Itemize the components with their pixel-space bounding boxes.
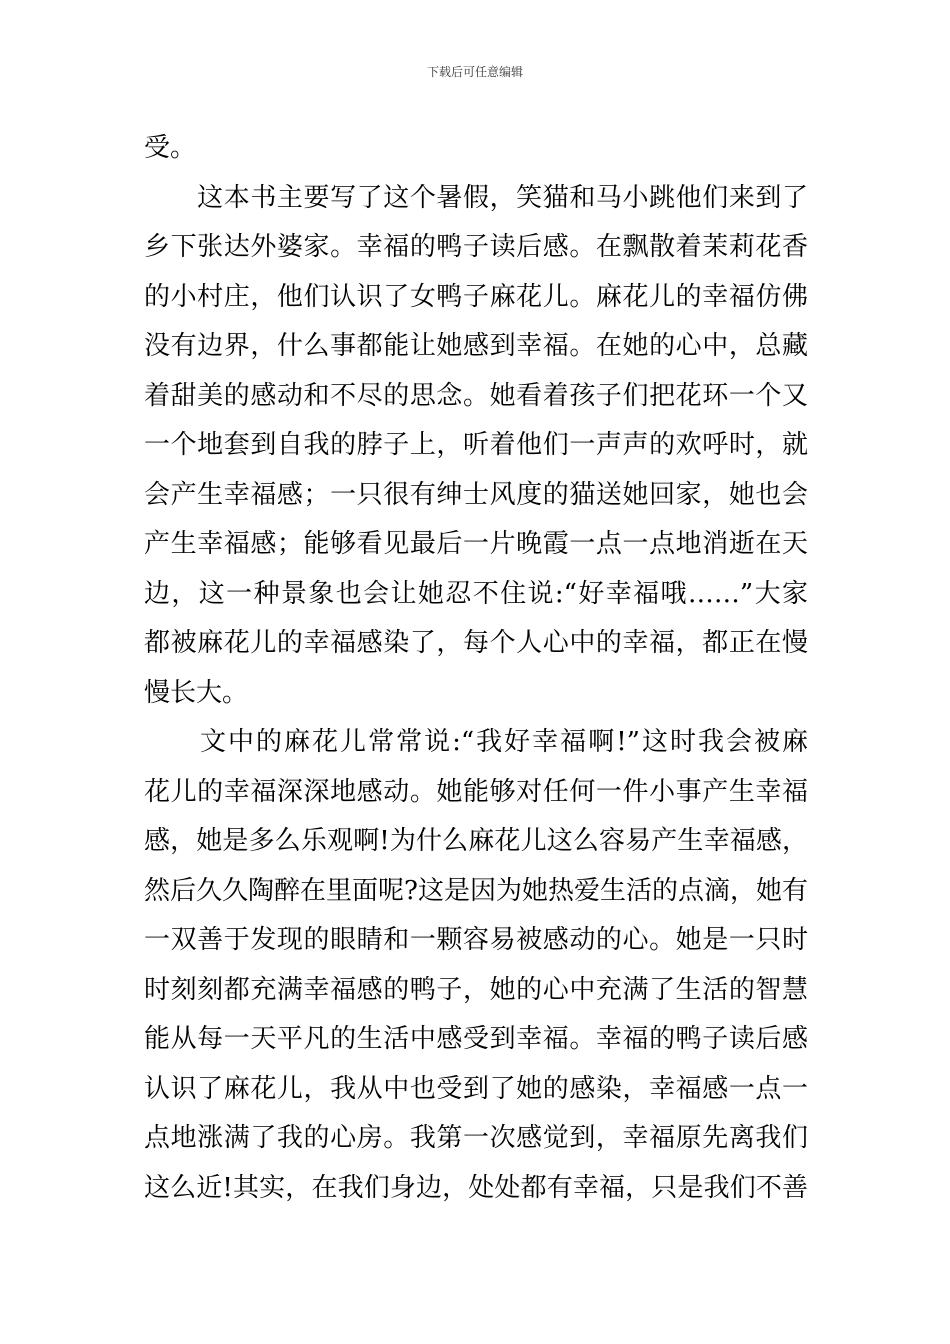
text-line: 能从每一天平凡的生活中感受到幸福。幸福的鸭子读后感 [144,1024,808,1054]
text-line: 受。 [144,133,197,163]
text-line: 然后久久陶醉在里面呢?这是因为她热爱生活的点滴，她有 [144,875,808,906]
text-line: 文中的麻花儿常常说:“我好幸福啊!”这时我会被麻 [144,727,808,757]
text-line: 这么近!其实，在我们身边，处处都有幸福，只是我们不善 [144,1172,808,1203]
text-line: 会产生幸福感；一只很有绅士风度的猫送她回家，她也会 [144,479,808,510]
text-line: 一双善于发现的眼睛和一颗容易被感动的心。她是一只时 [144,925,808,955]
text-line: 的小村庄，他们认识了女鸭子麻花儿。麻花儿的幸福仿佛 [144,281,808,312]
text-line: 认识了麻花儿，我从中也受到了她的感染，幸福感一点一 [144,1073,808,1104]
text-line: 时刻刻都充满幸福感的鸭子，她的心中充满了生活的智慧 [144,974,808,1005]
text-line: 产生幸福感；能够看见最后一片晚霞一点一点地消逝在天 [144,529,808,559]
text-line: 乡下张达外婆家。幸福的鸭子读后感。在飘散着茉莉花香 [144,232,808,262]
page-header-note: 下载后可任意编辑 [426,65,523,79]
text-line: 花儿的幸福深深地感动。她能够对任何一件小事产生幸福 [144,776,808,807]
text-line: 都被麻花儿的幸福感染了，每个人心中的幸福，都正在慢 [144,628,808,658]
text-line: 着甜美的感动和不尽的思念。她看着孩子们把花环一个又 [144,380,808,411]
body-text [144,124,808,1213]
text-line: 点地涨满了我的心房。我第一次感觉到，幸福原先离我们 [144,1123,808,1153]
text-line: 慢长大。 [144,677,249,708]
text-line: 感，她是多么乐观啊!为什么麻花儿这么容易产生幸福感， [144,826,808,856]
text-line: 没有边界，什么事都能让她感到幸福。在她的心中，总藏 [144,331,808,361]
text-line: 一个地套到自我的脖子上，听着他们一声声的欢呼时，就 [144,430,808,460]
text-line: 边，这一种景象也会让她忍不住说:“好幸福哦……”大家 [144,578,808,609]
text-line: 这本书主要写了这个暑假，笑猫和马小跳他们来到了 [144,182,808,213]
